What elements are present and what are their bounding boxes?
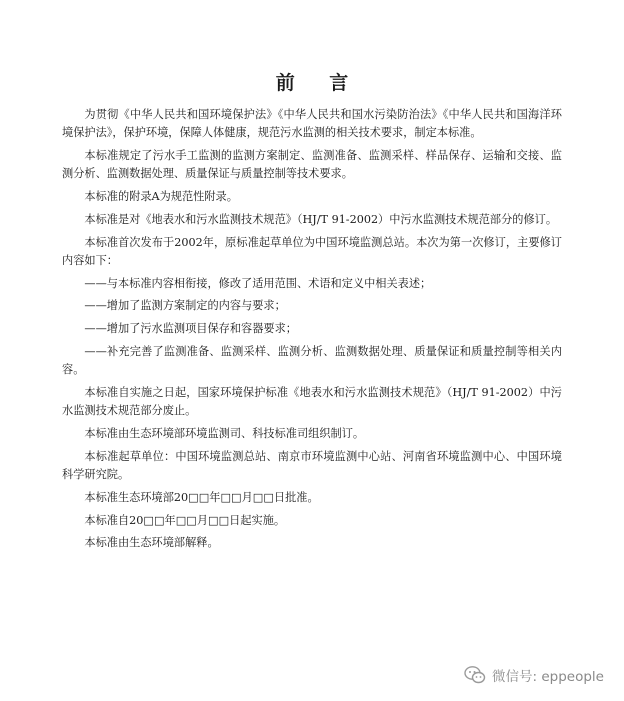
revision-item: ——增加了监测方案制定的内容与要求；	[84, 299, 286, 313]
paragraph: 本标准是对《地表水和污水监测技术规范》（HJ/T 91-2002）中污水监测技术规范部分的修订。	[84, 212, 558, 226]
paragraph: 本标准的附录A为规范性附录。	[84, 190, 238, 203]
revision-item: ——与本标准内容相衔接，修改了适用范围、术语和定义中相关表述；	[84, 276, 432, 290]
paragraph: 本标准由生态环境部解释。	[84, 536, 219, 550]
paragraph: 本标准起草单位：中国环境监测总站、南京市环境监测中心站、河南省环境监测中心、中国环境科学研究院。	[62, 449, 562, 481]
wechat-icon	[464, 665, 486, 685]
revision-item: ——增加了污水监测项目保存和容器要求；	[84, 322, 297, 336]
paragraph: 本标准自20□□年□□月□□日起实施。	[84, 513, 286, 527]
paragraph: 本标准生态环境部20□□年□□月□□日批准。	[84, 490, 319, 504]
page-title: 前 言	[275, 72, 363, 94]
paragraph: 本标准由生态环境部环境监测司、科技标准司组织制订。	[84, 426, 365, 440]
paragraph: 本标准自实施之日起，国家环境保护标准《地表水和污水监测技术规范》（HJ/T 91-2002）中污水监测技术规范部分废止。	[62, 385, 562, 418]
wechat-watermark	[464, 665, 604, 685]
watermark-text: 微信号: eppeople	[492, 669, 604, 685]
document-body	[62, 106, 562, 557]
paragraph: 本标准规定了污水手工监测的监测方案制定、监测准备、监测采样、样品保存、运输和交接、监测分析、监测数据处理、质量保证与质量控制等技术要求。	[62, 149, 562, 181]
paragraph: 本标准首次发布于2002年，原标准起草单位为中国环境监测总站。本次为第一次修订，主要修订内容如下：	[62, 235, 562, 267]
paragraph: 为贯彻《中华人民共和国环境保护法》《中华人民共和国水污染防治法》《中华人民共和国海洋环境保护法》，保护环境，保障人体健康，规范污水监测的相关技术要求，制定本标准。	[62, 108, 562, 140]
revision-item: ——补充完善了监测准备、监测采样、监测分析、监测数据处理、质量保证和质量控制等相关内容。	[62, 344, 562, 377]
